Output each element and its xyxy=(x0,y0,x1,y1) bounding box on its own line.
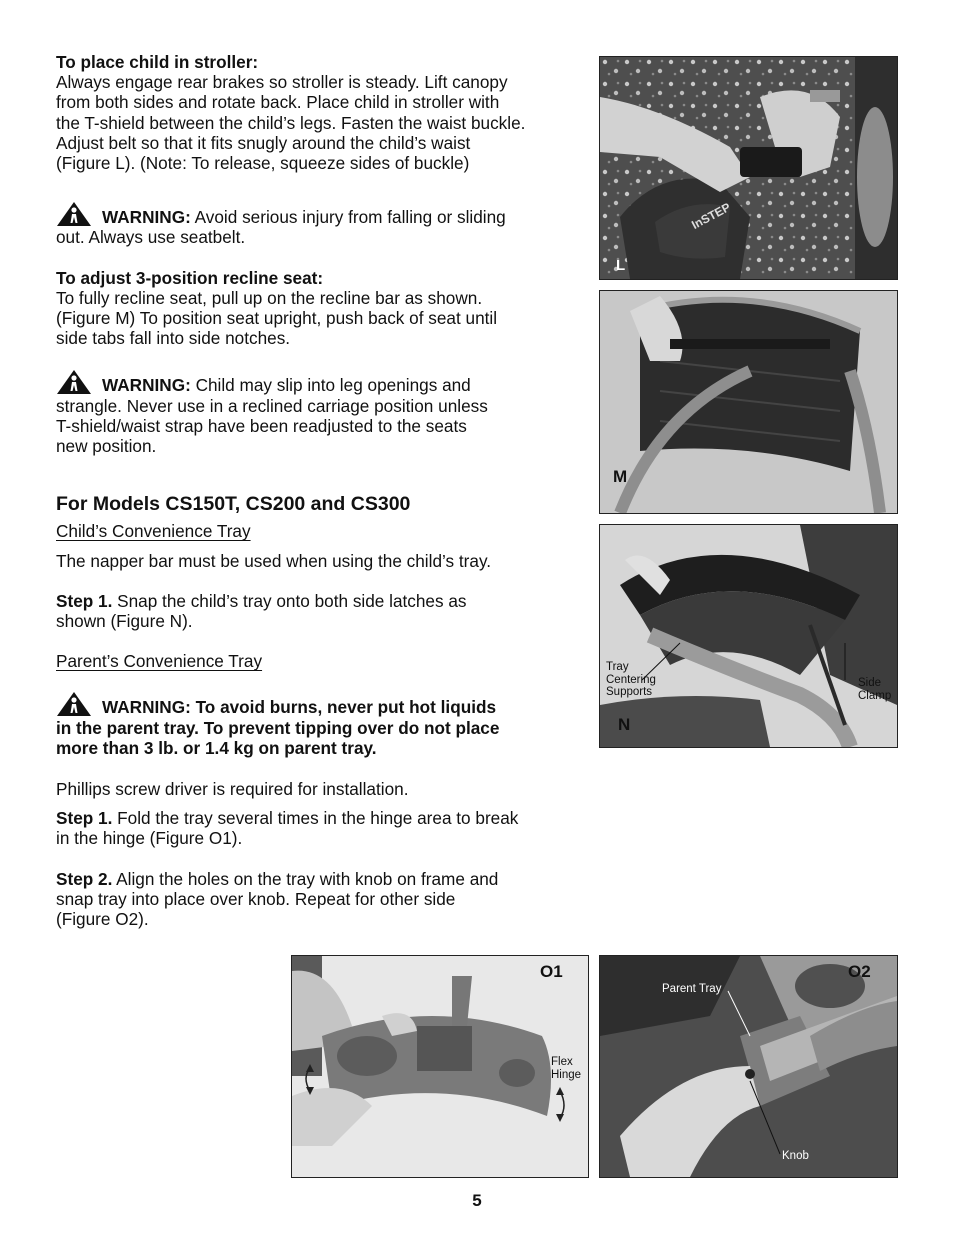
recline-heading: To adjust 3-position recline seat: xyxy=(56,267,324,288)
parent-tray-callout: Parent Tray xyxy=(662,983,722,995)
models-title: For Models CS150T, CS200 and CS300 xyxy=(56,493,411,516)
parent-step-2: Step 2. Align the holes on the tray with knob on frame and xyxy=(56,868,499,889)
child-tray-heading: Child’s Convenience Tray xyxy=(56,521,251,542)
recline-line: (Figure M) To position seat upright, push back of seat until xyxy=(56,308,498,329)
warning-leg-openings-line: T-shield/waist strap have been readjusted to the seats xyxy=(56,415,467,436)
tray-centering-supports-callout: Tray Centering Supports xyxy=(606,661,656,698)
warning-leg-openings: WARNING: Child may slip into leg openings and xyxy=(56,369,576,395)
figure-o1-illustration xyxy=(292,956,588,1177)
figure-o2-label: O2 xyxy=(848,962,871,981)
page-number: 5 xyxy=(472,1191,482,1210)
recline-line: To fully recline seat, pull up on the recline bar as shown. xyxy=(56,287,483,308)
child-step-1-line: shown (Figure N). xyxy=(56,611,193,632)
napper-note: The napper bar must be used when using the child’s tray. xyxy=(56,550,492,571)
warning-leg-openings-line: strangle. Never use in a reclined carriage position unless xyxy=(56,395,488,416)
warning-child-icon xyxy=(56,369,92,395)
figure-m-label: M xyxy=(613,467,628,486)
figure-l-illustration xyxy=(600,57,897,279)
instructions-column xyxy=(56,52,576,929)
screwdriver-note: Phillips screw driver is required for installation. xyxy=(56,779,409,800)
figure-o2-illustration xyxy=(600,956,897,1177)
place-child-heading: To place child in stroller: xyxy=(56,52,259,72)
place-child-line: the T-shield between the child’s legs. Fasten the waist buckle. xyxy=(56,112,526,133)
figure-n-label: N xyxy=(618,715,631,734)
parent-step-1-line: in the hinge (Figure O1). xyxy=(56,828,243,849)
parent-step-1: Step 1. Fold the tray several times in the hinge area to break xyxy=(56,808,519,829)
place-child-line: Adjust belt so that it fits snugly around the child’s waist xyxy=(56,132,471,153)
parent-step-2-line: (Figure O2). xyxy=(56,909,149,930)
place-child-line: from both sides and rotate back. Place child in stroller with xyxy=(56,92,500,113)
recline-line: side tabs fall into side notches. xyxy=(56,328,291,349)
parent-step-2-line: snap tray into place over knob. Repeat for other side xyxy=(56,888,456,909)
parent-tray-heading: Parent’s Convenience Tray xyxy=(56,651,263,672)
warning-leg-openings-line: new position. xyxy=(56,436,157,457)
warning-hot-liquids-line: in the parent tray. To prevent tipping over do not place xyxy=(56,717,500,738)
warning-hot-liquids: WARNING: To avoid burns, never put hot liquids xyxy=(56,691,576,717)
child-step-1: Step 1. Snap the child’s tray onto both side latches as xyxy=(56,590,467,611)
figure-n-child-tray-photo xyxy=(599,524,898,748)
figure-l-buckle-photo xyxy=(599,56,898,280)
figure-n-illustration xyxy=(600,525,897,747)
place-child-line: (Figure L). (Note: To release, squeeze sides of buckle) xyxy=(56,153,470,174)
warning-child-icon xyxy=(56,691,92,717)
figure-o2-knob-photo xyxy=(599,955,898,1178)
figure-l-label: L xyxy=(616,257,626,274)
warning-child-icon xyxy=(56,201,92,227)
warning-hot-liquids-line: more than 3 lb. or 1.4 kg on parent tray. xyxy=(56,737,377,758)
knob-callout: Knob xyxy=(782,1150,809,1162)
figure-m-recline-photo xyxy=(599,290,898,514)
side-clamp-callout: Side Clamp xyxy=(858,677,892,702)
instep-logo: InSTEP xyxy=(689,199,733,233)
warning-seatbelt: WARNING: Avoid serious injury from falling or sliding xyxy=(56,201,576,227)
figure-m-illustration xyxy=(600,291,897,513)
warning-seatbelt-line: out. Always use seatbelt. xyxy=(56,227,246,248)
place-child-line: Always engage rear brakes so stroller is steady. Lift canopy xyxy=(56,72,508,93)
figure-o1-flex-hinge-photo xyxy=(291,955,589,1178)
figure-o1-label: O1 xyxy=(540,962,563,981)
flex-hinge-callout: Flex Hinge xyxy=(551,1056,582,1081)
